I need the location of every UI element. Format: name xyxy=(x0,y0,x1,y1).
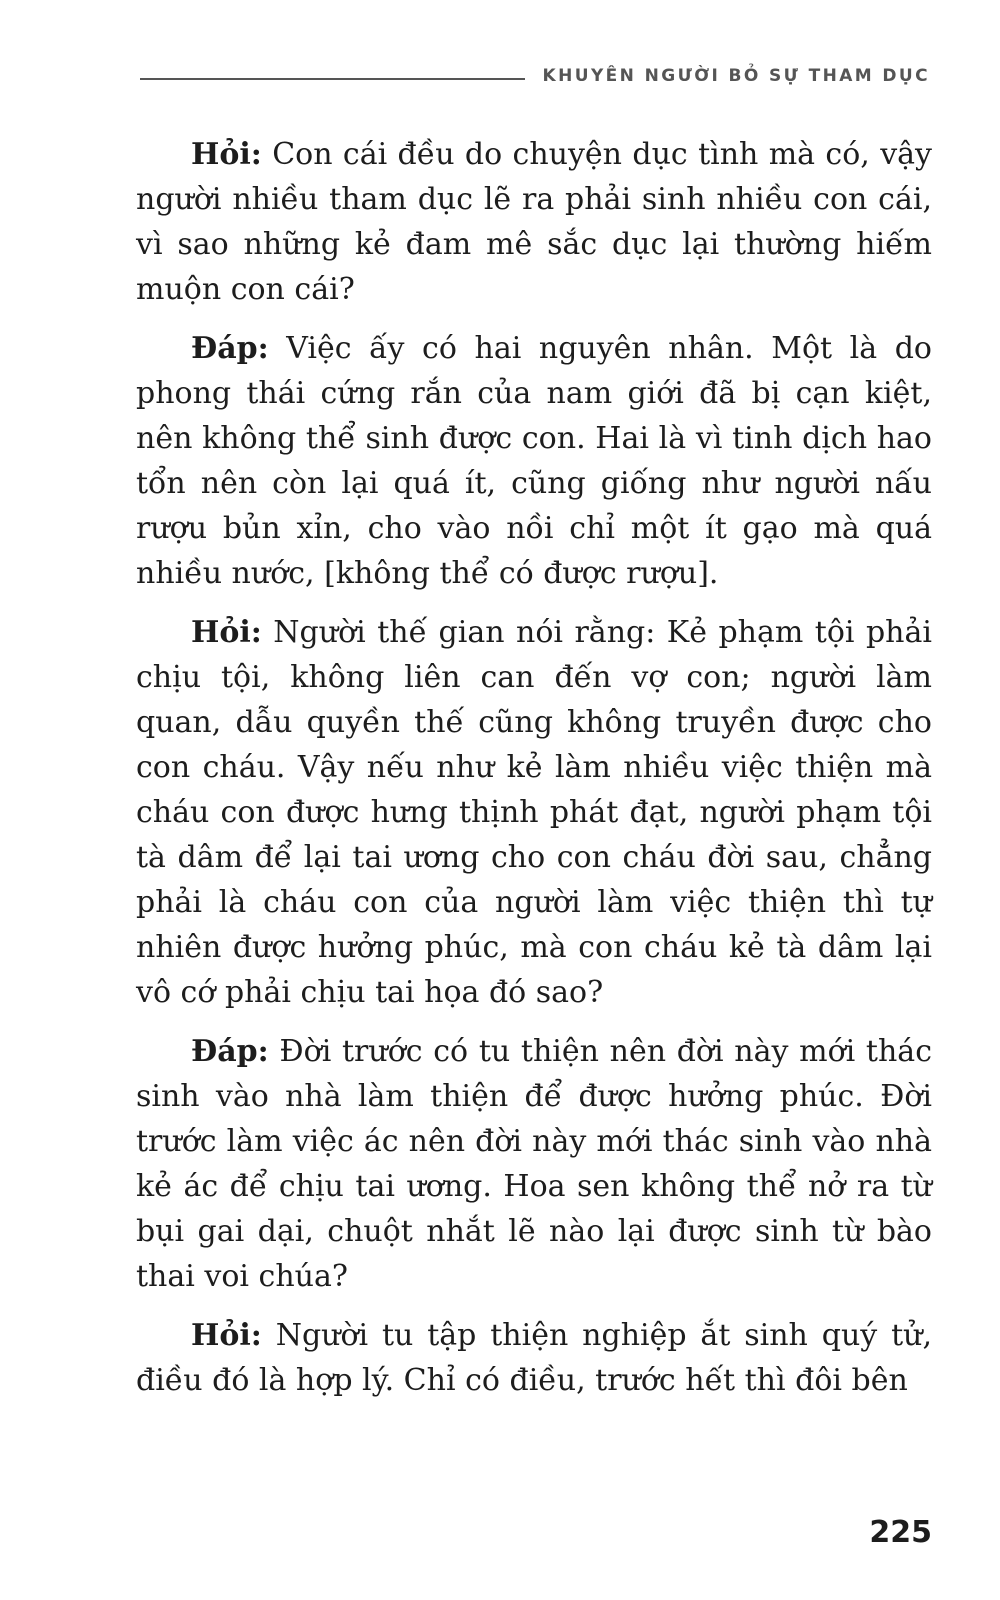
header-rule xyxy=(140,78,525,80)
question-label: Hỏi: xyxy=(191,1318,262,1353)
answer-label: Đáp: xyxy=(191,331,269,366)
paragraph-text: Việc ấy có hai nguyên nhân. Một là do phong thái cứng rắn của nam giới đã bị cạn kiệt, nên không thể sinh được con. Hai là vì tinh dịch hao tổn nên còn lại quá ít, cũng giống như người nấu rượu bủn xỉn, cho vào nồi chỉ một ít gạo mà quá nhiều nước, [không thể có được rượu]. xyxy=(136,331,932,591)
chapter-title: KHUYÊN NGƯỜI BỎ SỰ THAM DỤC xyxy=(542,66,930,86)
paragraph-text: Người thế gian nói rằng: Kẻ phạm tội phải chịu tội, không liên can đến vợ con; người làm quan, dẫu quyền thế cũng không truyền được cho con cháu. Vậy nếu như kẻ làm nhiều việc thiện mà cháu con được hưng thịnh phát đạt, người phạm tội tà dâm để lại tai ương cho con cháu đời sau, chẳng phải là cháu con của người làm việc thiện thì tự nhiên được hưởng phúc, mà con cháu kẻ tà dâm lại vô cớ phải chịu tai họa đó sao? xyxy=(136,615,932,1010)
question-paragraph xyxy=(136,132,932,312)
page-number: 225 xyxy=(869,1515,932,1550)
answer-label: Đáp: xyxy=(191,1034,269,1069)
running-header xyxy=(140,60,930,86)
paragraph-text: Con cái đều do chuyện dục tình mà có, vậy người nhiều tham dục lẽ ra phải sinh nhiều con cái, vì sao những kẻ đam mê sắc dục lại thường hiếm muộn con cái? xyxy=(136,137,932,307)
answer-paragraph xyxy=(136,1029,932,1299)
question-label: Hỏi: xyxy=(191,615,262,650)
paragraph-text: Người tu tập thiện nghiệp ắt sinh quý tử, điều đó là hợp lý. Chỉ có điều, trước hết thì đôi bên xyxy=(136,1318,932,1398)
question-paragraph xyxy=(136,1313,932,1403)
answer-paragraph xyxy=(136,326,932,596)
paragraph-text: Đời trước có tu thiện nên đời này mới thác sinh vào nhà làm thiện để được hưởng phúc. Đời trước làm việc ác nên đời này mới thác sinh vào nhà kẻ ác để chịu tai ương. Hoa sen không thể nở ra từ bụi gai dại, chuột nhắt lẽ nào lại được sinh từ bào thai voi chúa? xyxy=(136,1034,932,1294)
question-paragraph xyxy=(136,610,932,1015)
question-label: Hỏi: xyxy=(191,137,262,172)
body-text xyxy=(136,132,932,1417)
